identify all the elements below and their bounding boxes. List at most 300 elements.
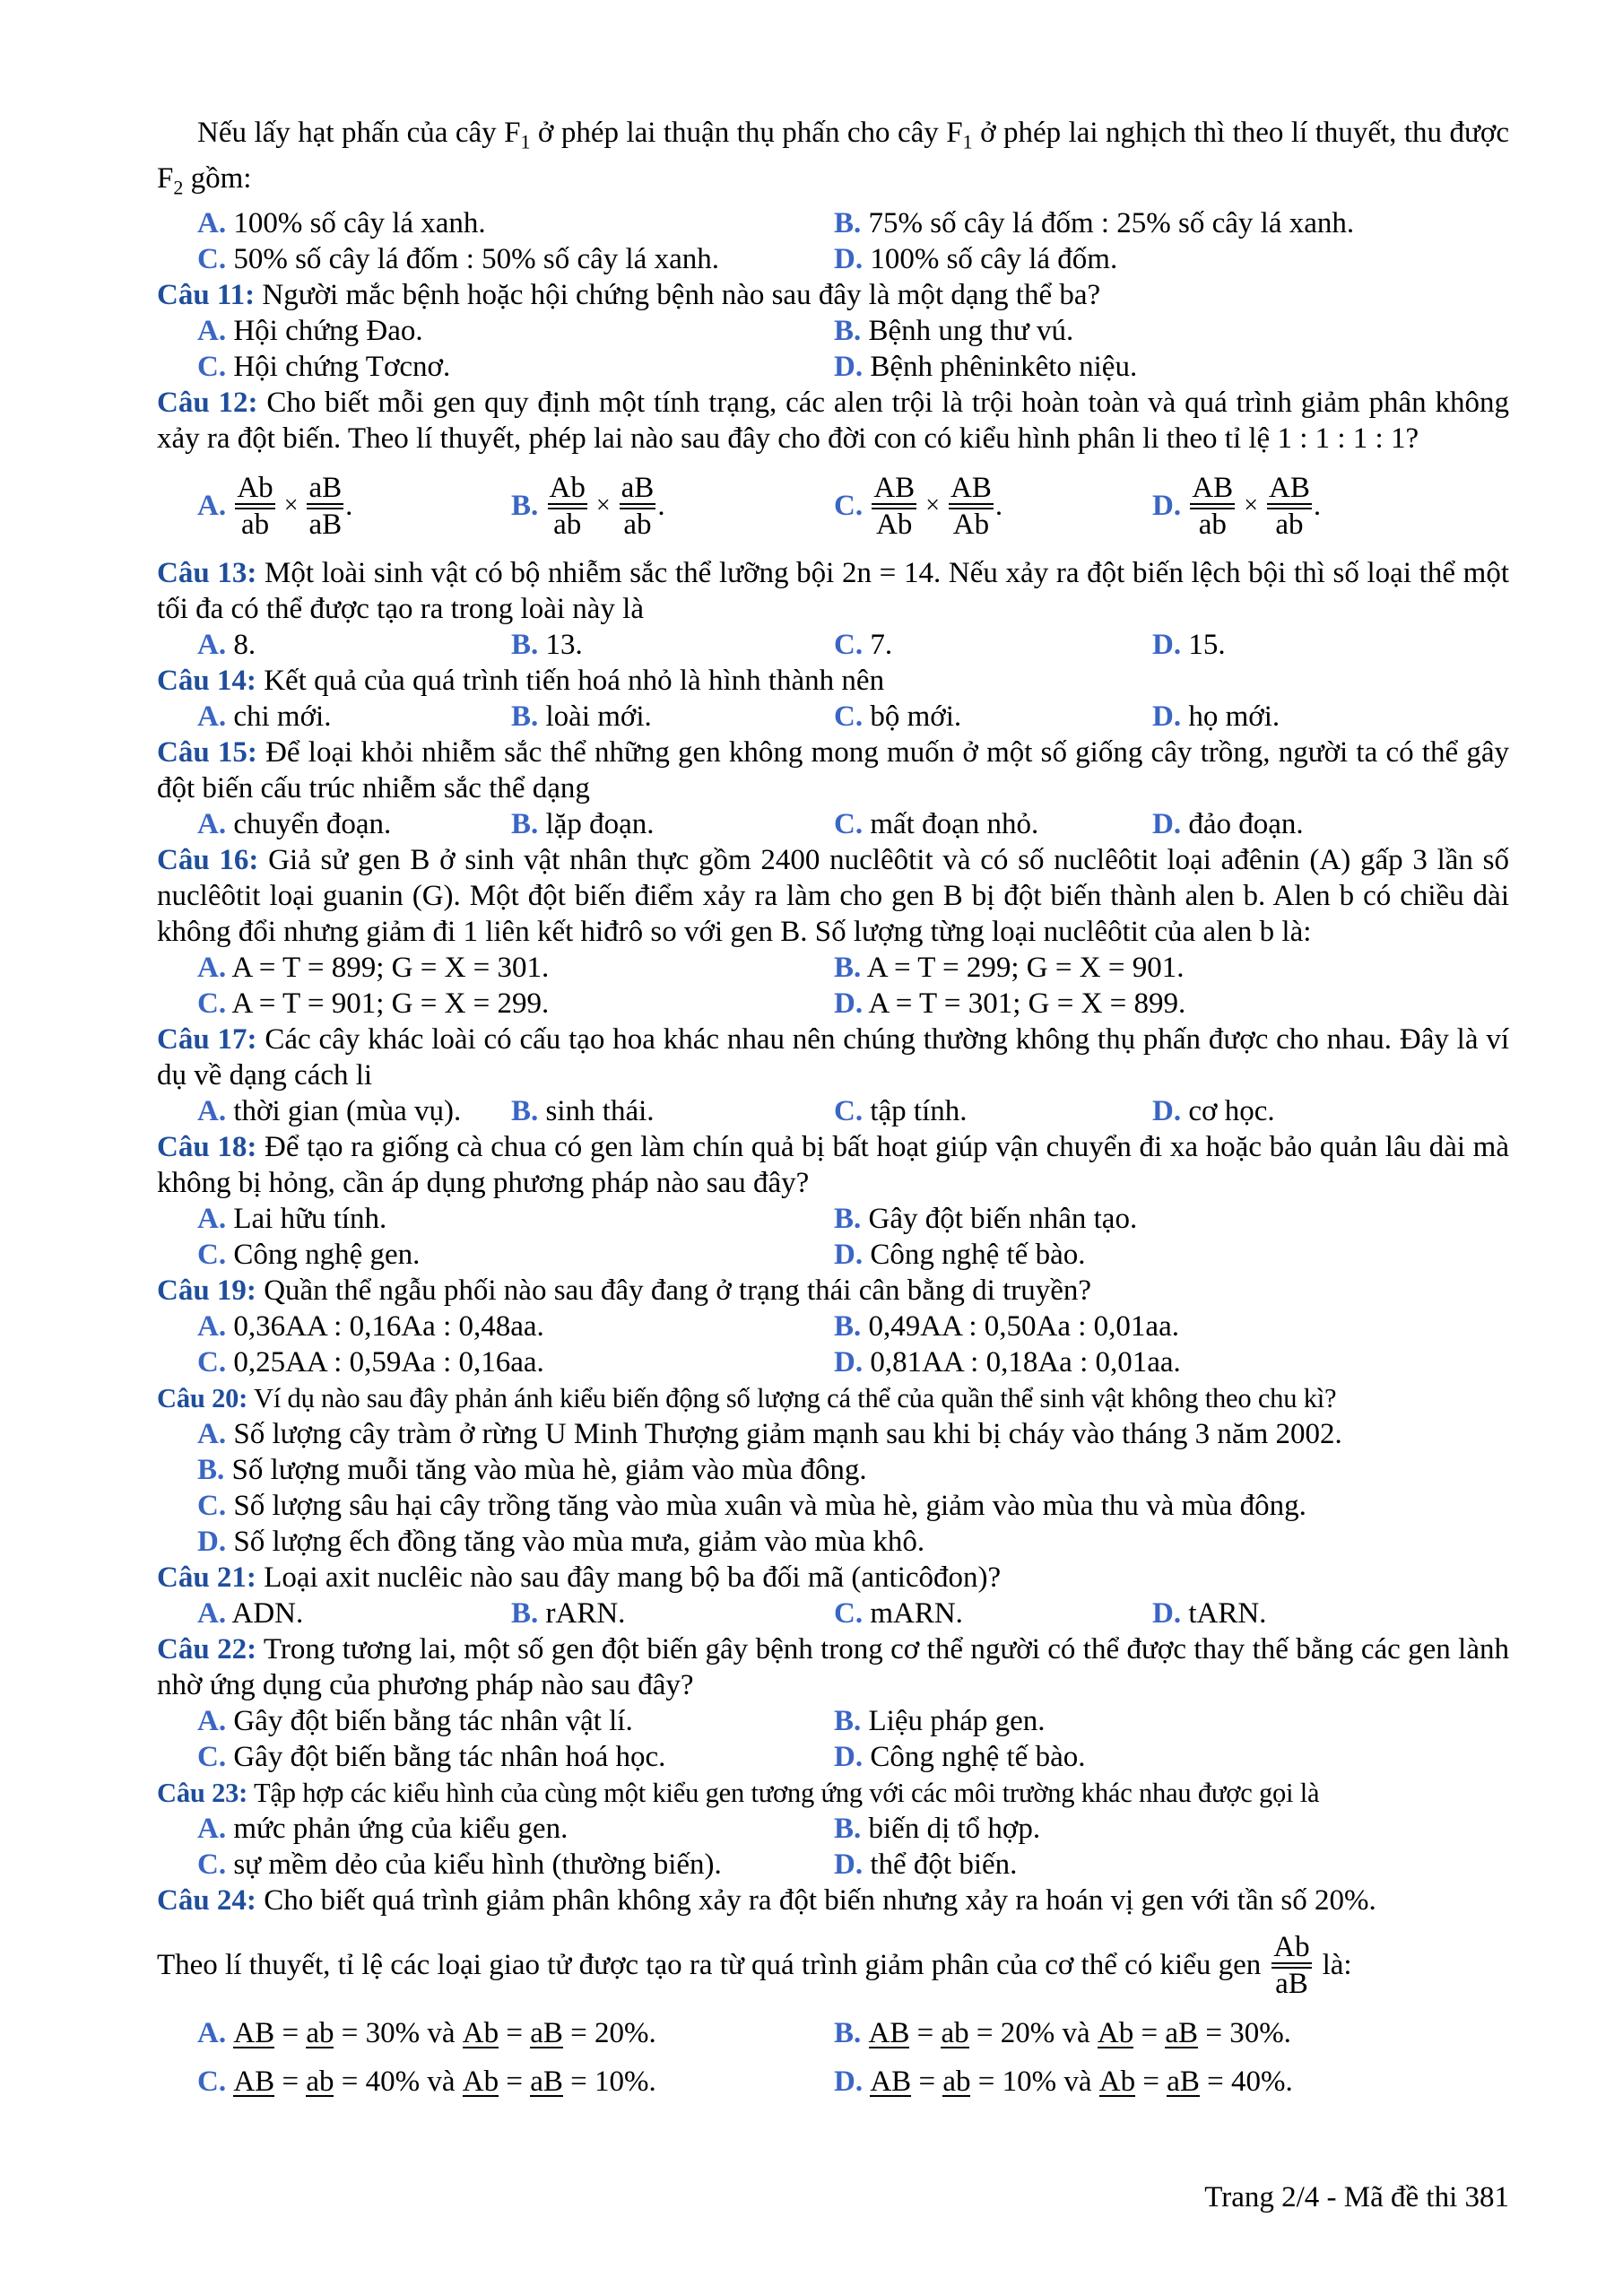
text-span: C. bbox=[197, 351, 227, 384]
q23-options-row-1 bbox=[157, 1811, 1509, 1847]
intro-option-b[interactable] bbox=[834, 205, 1354, 241]
q15-option-c[interactable] bbox=[834, 806, 1038, 842]
text-span: thời gian (mùa vụ). bbox=[226, 1095, 462, 1128]
text-span: A. bbox=[197, 808, 227, 841]
text-span: aB bbox=[530, 2066, 563, 2099]
text-span: Câu 14: bbox=[157, 665, 256, 698]
text-span: B. bbox=[834, 2017, 862, 2050]
q16-option-c[interactable] bbox=[197, 986, 549, 1022]
q12-option-a[interactable] bbox=[197, 457, 352, 555]
text-span: Ab bbox=[462, 2066, 499, 2099]
text-span: Cho biết mỗi gen quy định một tính trạng, các alen trội là trội hoàn toàn và quá trình giảm phân không xảy ra đột biến. Theo lí thuyết, phép lai nào sau đây cho đời con có kiểu hình phân li theo tỉ lệ 1 : 1 : 1 : 1? bbox=[157, 387, 1509, 456]
text-span: C. bbox=[197, 1741, 227, 1774]
fraction bbox=[307, 473, 343, 540]
text-span: Lai hữu tính. bbox=[226, 1203, 387, 1236]
text-span: = bbox=[282, 2066, 299, 2099]
q11-option-b[interactable] bbox=[834, 313, 1073, 349]
text-span: biến dị tổ hợp. bbox=[861, 1813, 1041, 1846]
question-12 bbox=[157, 385, 1509, 457]
text-span: họ mới. bbox=[1181, 700, 1280, 734]
text-span: Câu 18: bbox=[157, 1131, 257, 1164]
text-span: Câu 22: bbox=[157, 1633, 257, 1666]
text-span: và bbox=[427, 2017, 456, 2050]
text-span: 15. bbox=[1181, 629, 1226, 662]
text-span: tập tính. bbox=[863, 1095, 968, 1128]
q18-option-b[interactable] bbox=[834, 1201, 1137, 1237]
q22-option-c[interactable] bbox=[197, 1739, 665, 1775]
text-span: 10%. bbox=[595, 2066, 656, 2099]
question-24 bbox=[157, 1883, 1509, 1918]
q11-option-a[interactable] bbox=[197, 313, 423, 349]
text-span: AB bbox=[233, 2017, 275, 2050]
genotype-fraction bbox=[1271, 1932, 1311, 1999]
text-span: ab bbox=[240, 508, 270, 541]
text-span: aB bbox=[1165, 2017, 1199, 2050]
text-span: A. bbox=[197, 952, 227, 985]
fraction bbox=[548, 473, 587, 540]
text-span: ab bbox=[941, 2017, 969, 2050]
text-span: A. bbox=[197, 490, 227, 523]
q18-options-row-1 bbox=[157, 1201, 1509, 1237]
q14-option-a[interactable] bbox=[197, 699, 331, 735]
text-span: D. bbox=[834, 351, 864, 384]
text-span: ab bbox=[1198, 508, 1227, 541]
q18-options-row-2 bbox=[157, 1237, 1509, 1273]
q21-option-d[interactable] bbox=[1152, 1596, 1266, 1631]
q17-option-d[interactable] bbox=[1152, 1093, 1275, 1129]
q22-option-d[interactable] bbox=[834, 1739, 1085, 1775]
text-span: sự mềm dẻo của kiểu hình (thường biến). bbox=[226, 1848, 722, 1882]
text-span: 0,25AA : 0,59Aa : 0,16aa. bbox=[226, 1346, 544, 1379]
text-span: B. bbox=[834, 1310, 862, 1344]
q23-option-b[interactable] bbox=[834, 1811, 1040, 1847]
text-span: D. bbox=[1152, 700, 1182, 734]
text-span: Trong tương lai, một số gen đột biến gây bệnh trong cơ thể người có thể được thay thế bằng các gen lành nhờ ứng dụng của phương pháp nào sau đây? bbox=[157, 1633, 1509, 1702]
text-span: ab bbox=[306, 2017, 334, 2050]
q20-option-d[interactable] bbox=[197, 1524, 924, 1560]
text-span: thể đột biến. bbox=[863, 1848, 1018, 1882]
text-span: A. bbox=[197, 700, 227, 734]
text-span: Bệnh ung thư vú. bbox=[861, 315, 1074, 348]
text-span: B. bbox=[834, 952, 862, 985]
text-span: Nếu lấy hạt phấn của cây F bbox=[197, 117, 521, 149]
q20-option-a-row bbox=[157, 1416, 1509, 1452]
q16-option-a[interactable] bbox=[197, 950, 549, 986]
text-span: 20% bbox=[1000, 2017, 1055, 2050]
text-span: aB bbox=[530, 2017, 563, 2050]
text-span: Bệnh phêninkêto niệu. bbox=[863, 351, 1138, 384]
q24-option-b[interactable] bbox=[834, 2015, 1291, 2051]
exam-page bbox=[157, 115, 1509, 2109]
q18-option-a[interactable] bbox=[197, 1201, 386, 1237]
text-span: Câu 19: bbox=[157, 1274, 256, 1308]
text-span: C. bbox=[834, 808, 864, 841]
q11-option-d[interactable] bbox=[834, 349, 1137, 385]
q21-option-b[interactable] bbox=[511, 1596, 625, 1631]
text-span: Ab bbox=[952, 508, 990, 541]
text-span: AB bbox=[233, 2066, 275, 2099]
intro-option-d[interactable] bbox=[834, 241, 1117, 277]
text-span: = bbox=[916, 2017, 934, 2050]
text-span: B. bbox=[834, 1203, 862, 1236]
text-span: mức phản ứng của kiểu gen. bbox=[226, 1813, 568, 1846]
q22-option-b[interactable] bbox=[834, 1703, 1046, 1739]
question-21 bbox=[157, 1560, 1509, 1596]
q22-option-a[interactable] bbox=[197, 1703, 633, 1739]
text-span: C. bbox=[197, 1490, 227, 1523]
text-span: mất đoạn nhỏ. bbox=[863, 808, 1039, 841]
text-span: chi mới. bbox=[226, 700, 332, 734]
text-span: và bbox=[1062, 2017, 1090, 2050]
text-span: ab bbox=[1275, 508, 1304, 541]
text-span: D. bbox=[834, 1741, 864, 1774]
text-span: D. bbox=[1152, 808, 1182, 841]
text-span: aB bbox=[308, 508, 343, 541]
question-15 bbox=[157, 735, 1509, 806]
text-span: aB bbox=[1275, 1967, 1308, 2000]
text-span: ở phép lai thuận thụ phấn cho cây F bbox=[530, 117, 963, 149]
text-span: đảo đoạn. bbox=[1181, 808, 1304, 841]
text-span: 8. bbox=[226, 629, 256, 662]
q20-option-a[interactable] bbox=[197, 1416, 1342, 1452]
text-span: ADN. bbox=[226, 1597, 304, 1631]
text-span: Liệu pháp gen. bbox=[861, 1705, 1046, 1738]
q24-options-row-2 bbox=[157, 2060, 1509, 2109]
text-span: Gây đột biến bằng tác nhân vật lí. bbox=[226, 1705, 633, 1738]
q19-option-c[interactable] bbox=[197, 1344, 544, 1380]
text-span: Giả sử gen B ở sinh vật nhân thực gồm 2400 nuclêôtit và có số nuclêôtit loại ađênin (A) gấp 3 lần số nuclêôtit loại guanin (G). Một đột biến điểm xảy ra làm cho gen B bị đột biến thành alen b. Alen b có chiều dài không đổi nhưng giảm đi 1 liên kết hiđrô so với gen B. Số lượng từng loại nuclêôtit của alen b là: bbox=[157, 844, 1509, 949]
q23-option-a[interactable] bbox=[197, 1811, 568, 1847]
text-span: B. bbox=[511, 808, 539, 841]
q13-option-b[interactable] bbox=[511, 627, 583, 663]
text-span: 0,36AA : 0,16Aa : 0,48aa. bbox=[226, 1310, 544, 1344]
text-span: = bbox=[506, 2017, 523, 2050]
text-span: 10% bbox=[1002, 2066, 1057, 2099]
text-span: ab bbox=[306, 2066, 334, 2099]
text-span: Gây đột biến nhân tạo. bbox=[861, 1203, 1138, 1236]
text-span: Hội chứng Tơcnơ. bbox=[226, 351, 451, 384]
question-14 bbox=[157, 663, 1509, 699]
text-span: Câu 16: bbox=[157, 844, 259, 877]
text-span: chuyển đoạn. bbox=[226, 808, 392, 841]
text-span: Câu 13: bbox=[157, 557, 257, 590]
text-span: Ab bbox=[237, 471, 273, 504]
text-span: A. bbox=[197, 1203, 227, 1236]
text-span: aB bbox=[621, 471, 655, 504]
q23-options-row-2 bbox=[157, 1847, 1509, 1883]
q24-option-d[interactable] bbox=[834, 2064, 1293, 2100]
text-span: Câu 12: bbox=[157, 387, 258, 420]
text-span: loài mới. bbox=[538, 700, 652, 734]
text-span: Để tạo ra giống cà chua có gen làm chín quả bị bất hoạt giúp vận chuyển đi xa hoặc bảo quản lâu dài mà không bị hỏng, cần áp dụng phương pháp nào sau đây? bbox=[157, 1131, 1509, 1200]
q18-option-c[interactable] bbox=[197, 1237, 420, 1273]
q19-option-d[interactable] bbox=[834, 1344, 1181, 1380]
text-span: × bbox=[925, 491, 940, 520]
text-span: 2 bbox=[173, 176, 184, 199]
q19-option-b[interactable] bbox=[834, 1309, 1179, 1344]
text-span: Cho biết quá trình giảm phân không xảy ra đột biến nhưng xảy ra hoán vị gen với tần số 20%. bbox=[256, 1884, 1376, 1918]
text-span: Số lượng ếch đồng tăng vào mùa mưa, giảm vào mùa khô. bbox=[226, 1526, 925, 1559]
q15-option-d[interactable] bbox=[1152, 806, 1304, 842]
text-span: D. bbox=[834, 2066, 864, 2099]
page-footer: Trang 2/4 - Mã đề thi 381 bbox=[1204, 2181, 1509, 2213]
text-span: và bbox=[427, 2066, 456, 2099]
text-span: C. bbox=[197, 243, 227, 276]
q11-options-row-1 bbox=[157, 313, 1509, 349]
text-span: cơ học. bbox=[1181, 1095, 1275, 1128]
q15-option-b[interactable] bbox=[511, 806, 654, 842]
text-span: mARN. bbox=[863, 1597, 963, 1631]
text-span: A = T = 901; G = X = 299. bbox=[226, 987, 550, 1021]
q15-option-a[interactable] bbox=[197, 806, 391, 842]
text-span: D. bbox=[1152, 490, 1182, 523]
q20-option-d-row bbox=[157, 1524, 1509, 1560]
question-18 bbox=[157, 1129, 1509, 1201]
text-span: 40%. bbox=[1231, 2066, 1293, 2099]
text-span: A. bbox=[197, 2017, 227, 2050]
text-span: C. bbox=[197, 1239, 227, 1272]
text-span: rARN. bbox=[538, 1597, 626, 1631]
text-span: AB bbox=[950, 471, 992, 504]
fraction bbox=[872, 473, 916, 540]
fraction bbox=[1267, 473, 1312, 540]
text-span: Một loài sinh vật có bộ nhiễm sắc thể lưỡng bội 2n = 14. Nếu xảy ra đột biến lệch bội thì số loại thể một tối đa có thể được tạo ra trong loài này là bbox=[157, 557, 1509, 626]
q16-option-b[interactable] bbox=[834, 950, 1184, 986]
text-span: C. bbox=[197, 2066, 227, 2099]
text-span: Ab bbox=[876, 508, 913, 541]
text-span: . bbox=[657, 490, 665, 523]
text-span: = bbox=[570, 2066, 587, 2099]
q11-options-row-2 bbox=[157, 349, 1509, 385]
fraction bbox=[620, 473, 656, 540]
text-span: . bbox=[994, 490, 1003, 523]
text-span: D. bbox=[834, 1239, 864, 1272]
text-span: B. bbox=[197, 1454, 225, 1487]
text-span: B. bbox=[511, 700, 539, 734]
text-span: B. bbox=[834, 1705, 862, 1738]
text-span: Theo lí thuyết, tỉ lệ các loại giao tử được tạo ra từ quá trình giảm phân của cơ thể có kiểu gen bbox=[157, 1949, 1262, 1982]
text-span: 13. bbox=[538, 629, 583, 662]
q24-option-a[interactable] bbox=[197, 2015, 656, 2051]
text-span: Loại axit nuclêic nào sau đây mang bộ ba đối mã (anticôđon)? bbox=[256, 1561, 1002, 1595]
intro-option-c[interactable] bbox=[197, 241, 719, 277]
q24-options-row-1 bbox=[157, 2012, 1509, 2060]
q21-option-a[interactable] bbox=[197, 1596, 303, 1631]
text-span: AB bbox=[870, 2066, 912, 2099]
q16-options-row-1 bbox=[157, 950, 1509, 986]
question-23 bbox=[157, 1775, 1509, 1811]
q13-option-a[interactable] bbox=[197, 627, 256, 663]
q12-option-c[interactable] bbox=[834, 457, 1002, 555]
text-span: A = T = 899; G = X = 301. bbox=[226, 952, 550, 985]
text-span: C. bbox=[197, 987, 227, 1021]
question-13 bbox=[157, 555, 1509, 627]
q21-options bbox=[157, 1596, 1509, 1631]
text-span: A. bbox=[197, 1095, 227, 1128]
text-span: = bbox=[341, 2017, 359, 2050]
text-span: 1 bbox=[962, 130, 973, 153]
q17-option-a[interactable] bbox=[197, 1093, 461, 1129]
text-span: là: bbox=[1322, 1949, 1352, 1982]
q19-option-a[interactable] bbox=[197, 1309, 544, 1344]
text-span: Ab bbox=[549, 471, 586, 504]
text-span: B. bbox=[511, 1597, 539, 1631]
q20-option-c-row bbox=[157, 1488, 1509, 1524]
text-span: 100% số cây lá xanh. bbox=[226, 207, 486, 240]
text-span: . bbox=[1313, 490, 1322, 523]
q13-option-d[interactable] bbox=[1152, 627, 1226, 663]
text-span: Gây đột biến bằng tác nhân hoá học. bbox=[226, 1741, 666, 1774]
text-span: AB bbox=[873, 471, 916, 504]
text-span: Hội chứng Đao. bbox=[226, 315, 423, 348]
q16-options-row-2 bbox=[157, 986, 1509, 1022]
text-span: = bbox=[1207, 2066, 1224, 2099]
q20-option-b-row bbox=[157, 1452, 1509, 1488]
text-span: = bbox=[918, 2066, 936, 2099]
fraction bbox=[949, 473, 994, 540]
text-span: Công nghệ tế bào. bbox=[863, 1239, 1086, 1272]
text-span: C. bbox=[834, 700, 864, 734]
text-span: 20%. bbox=[595, 2017, 656, 2050]
fraction bbox=[1190, 473, 1235, 540]
q17-option-c[interactable] bbox=[834, 1093, 968, 1129]
text-span: ab bbox=[942, 2066, 971, 2099]
q22-options-row-1 bbox=[157, 1703, 1509, 1739]
text-span: Câu 15: bbox=[157, 736, 257, 770]
text-span: D. bbox=[197, 1526, 227, 1559]
text-span: 30% bbox=[365, 2017, 421, 2050]
q12-option-b[interactable] bbox=[511, 457, 665, 555]
q22-options-row-2 bbox=[157, 1739, 1509, 1775]
text-span: Số lượng muỗi tăng vào mùa hè, giảm vào mùa đông. bbox=[224, 1454, 867, 1487]
text-span: Người mắc bệnh hoặc hội chứng bệnh nào sau đây là một dạng thể ba? bbox=[255, 279, 1101, 312]
text-span: A. bbox=[197, 315, 227, 348]
q20-option-c[interactable] bbox=[197, 1488, 1306, 1524]
text-span: D. bbox=[1152, 629, 1182, 662]
q23-option-d[interactable] bbox=[834, 1847, 1017, 1883]
question-19 bbox=[157, 1273, 1509, 1309]
q21-option-c[interactable] bbox=[834, 1596, 963, 1631]
text-span: AB bbox=[1192, 471, 1234, 504]
text-span: B. bbox=[511, 1095, 539, 1128]
q11-option-c[interactable] bbox=[197, 349, 450, 385]
q19-options-row-2 bbox=[157, 1344, 1509, 1380]
text-span: × bbox=[595, 491, 611, 520]
text-span: A = T = 301; G = X = 899. bbox=[863, 987, 1186, 1021]
text-span: 0,49AA : 0,50Aa : 0,01aa. bbox=[861, 1310, 1179, 1344]
text-span: Câu 24: bbox=[157, 1884, 256, 1918]
text-span: A = T = 299; G = X = 901. bbox=[861, 952, 1185, 985]
question-16 bbox=[157, 842, 1509, 950]
text-span: 40% bbox=[365, 2066, 421, 2099]
text-span: và bbox=[1063, 2066, 1092, 2099]
text-span: Ví dụ nào sau đây phản ánh kiểu biến động số lượng cá thể của quần thể sinh vật không theo chu kì? bbox=[247, 1383, 1337, 1414]
text-span: = bbox=[1205, 2017, 1222, 2050]
intro-paragraph bbox=[157, 115, 1509, 205]
text-span: Câu 20: bbox=[157, 1383, 248, 1414]
text-span: Công nghệ tế bào. bbox=[863, 1741, 1086, 1774]
text-span: sinh thái. bbox=[538, 1095, 655, 1128]
text-span: C. bbox=[834, 1095, 864, 1128]
q14-option-d[interactable] bbox=[1152, 699, 1280, 735]
text-span: C. bbox=[197, 1848, 227, 1882]
text-span: 100% số cây lá đốm. bbox=[863, 243, 1118, 276]
text-span: 0,81AA : 0,18Aa : 0,01aa. bbox=[863, 1346, 1181, 1379]
text-span: C. bbox=[197, 1346, 227, 1379]
text-span: Tập hợp các kiểu hình của cùng một kiểu gen tương ứng với các môi trường khác nhau được gọi là bbox=[247, 1778, 1320, 1809]
text-span: D. bbox=[1152, 1095, 1182, 1128]
q16-option-d[interactable] bbox=[834, 986, 1185, 1022]
q17-option-b[interactable] bbox=[511, 1093, 655, 1129]
text-span: Kết quả của quá trình tiến hoá nhỏ là hình thành nên bbox=[256, 665, 885, 698]
text-span: = bbox=[506, 2066, 523, 2099]
q24-option-c[interactable] bbox=[197, 2064, 656, 2100]
question-24-line-2 bbox=[157, 1918, 1509, 2012]
text-span: Ab bbox=[1273, 1930, 1310, 1963]
text-span: AB bbox=[1268, 471, 1310, 504]
text-span: A. bbox=[197, 629, 227, 662]
text-span: ab bbox=[553, 508, 582, 541]
text-span: D. bbox=[1152, 1597, 1182, 1631]
text-span: aB bbox=[1167, 2066, 1200, 2099]
text-span: = bbox=[1142, 2066, 1159, 2099]
text-span: C. bbox=[834, 490, 864, 523]
text-span: Câu 21: bbox=[157, 1561, 256, 1595]
text-span: Công nghệ gen. bbox=[226, 1239, 421, 1272]
text-span: 30%. bbox=[1229, 2017, 1291, 2050]
text-span: Ab bbox=[462, 2017, 499, 2050]
q14-options bbox=[157, 699, 1509, 735]
text-span: A. bbox=[197, 1310, 227, 1344]
text-span: × bbox=[1244, 491, 1258, 520]
text-span: A. bbox=[197, 1597, 227, 1631]
text-span: Ab bbox=[1098, 2066, 1136, 2099]
q13-option-c[interactable] bbox=[834, 627, 892, 663]
q23-option-c[interactable] bbox=[197, 1847, 722, 1883]
text-span: = bbox=[977, 2066, 995, 2099]
text-span: = bbox=[976, 2017, 994, 2050]
q20-option-b[interactable] bbox=[197, 1452, 867, 1488]
q19-options-row-1 bbox=[157, 1309, 1509, 1344]
fraction bbox=[235, 473, 274, 540]
text-span: = bbox=[282, 2017, 299, 2050]
q18-option-d[interactable] bbox=[834, 1237, 1085, 1273]
text-span: B. bbox=[511, 629, 539, 662]
text-span: = bbox=[1141, 2017, 1159, 2050]
text-span: 75% số cây lá đốm : 25% số cây lá xanh. bbox=[861, 207, 1355, 240]
text-span: C. bbox=[834, 629, 864, 662]
q14-option-b[interactable] bbox=[511, 699, 652, 735]
question-17 bbox=[157, 1022, 1509, 1093]
q13-options bbox=[157, 627, 1509, 663]
text-span: Quần thể ngẫu phối nào sau đây đang ở trạng thái cân bằng di truyền? bbox=[256, 1274, 1092, 1308]
q14-option-c[interactable] bbox=[834, 699, 961, 735]
intro-options-row-1 bbox=[157, 205, 1509, 241]
text-span: Ab bbox=[1097, 2017, 1134, 2050]
text-span: 7. bbox=[863, 629, 893, 662]
text-span: 50% số cây lá đốm : 50% số cây lá xanh. bbox=[226, 243, 719, 276]
text-span: = bbox=[341, 2066, 359, 2099]
text-span: Các cây khác loài có cấu tạo hoa khác nhau nên chúng thường không thụ phấn được cho nhau. Đây là ví dụ về dạng cách li bbox=[157, 1023, 1509, 1092]
text-span: C. bbox=[834, 1597, 864, 1631]
text-span: ab bbox=[623, 508, 652, 541]
q12-option-d[interactable] bbox=[1152, 457, 1321, 555]
text-span: = bbox=[570, 2017, 587, 2050]
text-span: B. bbox=[834, 1813, 862, 1846]
text-span: Số lượng cây tràm ở rừng U Minh Thượng giảm mạnh sau khi bị cháy vào tháng 3 năm 2002. bbox=[226, 1418, 1342, 1451]
text-span: B. bbox=[511, 490, 539, 523]
intro-option-a[interactable] bbox=[197, 205, 486, 241]
